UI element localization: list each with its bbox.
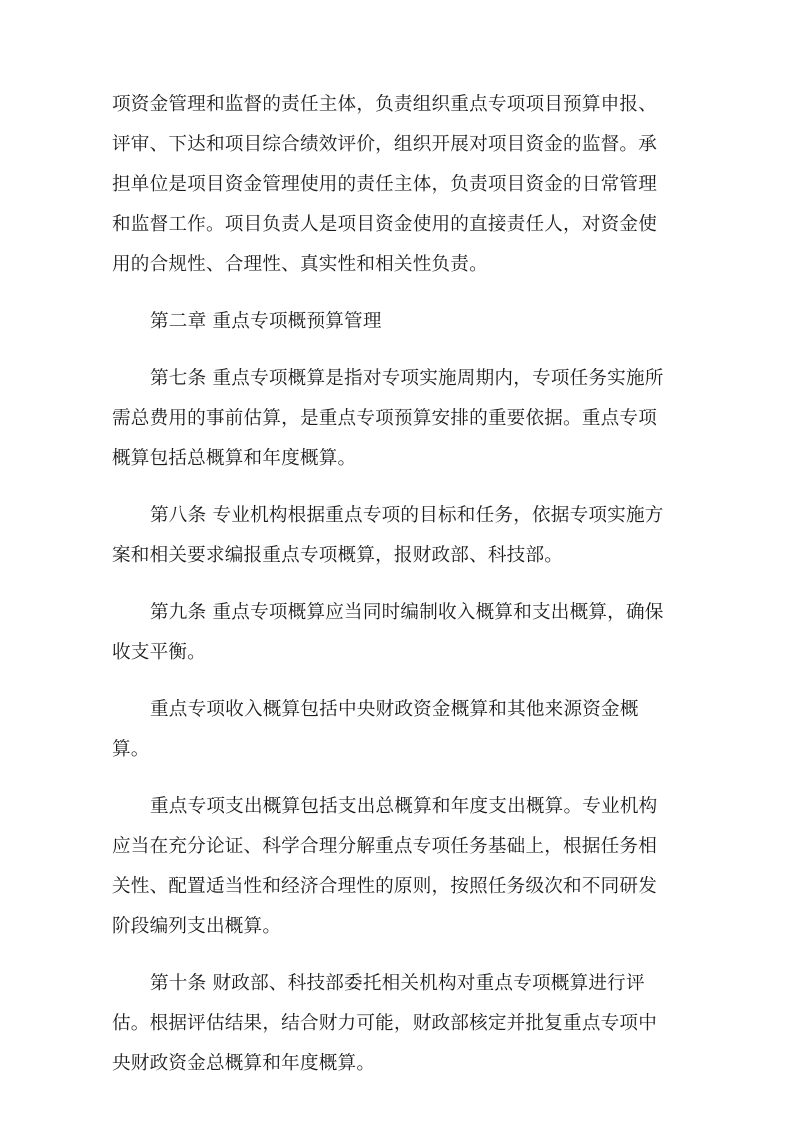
paragraph-gap <box>112 673 702 690</box>
document-page <box>112 85 702 1084</box>
paragraph-gap <box>112 285 702 302</box>
chapter-heading <box>112 302 702 342</box>
paragraph-gap <box>112 947 702 964</box>
text-line: 第八条 专业机构根据重点专项的目标和任务，依据专项实施方 <box>150 505 664 526</box>
text-line: 应当在充分论证、科学合理分解重点专项任务基础上，根据任务相 <box>112 836 658 857</box>
text-line: 项资金管理和监督的责任主体，负责组织重点专项项目预算申报、 <box>112 94 658 115</box>
text-line: 用的合规性、合理性、真实性和相关性负责。 <box>112 254 488 275</box>
chapter-title: 第二章 重点专项概预算管理 <box>150 311 382 332</box>
text-line: 需总费用的事前估算，是重点专项预算安排的重要依据。重点专项 <box>112 408 658 429</box>
paragraph-expenditure-estimate <box>112 787 702 947</box>
paragraph-gap <box>112 342 702 359</box>
paragraph-gap <box>112 770 702 787</box>
text-line: 评审、下达和项目综合绩效评价，组织开展对项目资金的监督。承 <box>112 134 658 155</box>
text-line: 第九条 重点专项概算应当同时编制收入概算和支出概算，确保 <box>150 602 664 623</box>
article-7 <box>112 359 702 479</box>
text-line: 收支平衡。 <box>112 642 206 663</box>
text-line: 和监督工作。项目负责人是项目资金使用的直接责任人，对资金使 <box>112 214 658 235</box>
text-line: 第七条 重点专项概算是指对专项实施周期内，专项任务实施所 <box>150 368 664 389</box>
text-line: 算。 <box>112 739 150 760</box>
article-9 <box>112 593 702 673</box>
text-line: 第十条 财政部、科技部委托相关机构对重点专项概算进行评 <box>150 973 645 994</box>
paragraph-gap <box>112 479 702 496</box>
text-line: 重点专项支出概算包括支出总概算和年度支出概算。专业机构 <box>150 796 658 817</box>
paragraph-gap <box>112 576 702 593</box>
text-line: 阶段编列支出概算。 <box>112 916 282 937</box>
paragraph-responsibility-continuation <box>112 85 702 285</box>
article-10 <box>112 964 702 1084</box>
text-line: 案和相关要求编报重点专项概算，报财政部、科技部。 <box>112 545 564 566</box>
text-line: 估。根据评估结果，结合财力可能，财政部核定并批复重点专项中 <box>112 1013 658 1034</box>
text-line: 央财政资金总概算和年度概算。 <box>112 1053 376 1074</box>
text-line: 担单位是项目资金管理使用的责任主体，负责项目资金的日常管理 <box>112 174 658 195</box>
paragraph-income-estimate <box>112 690 702 770</box>
text-line: 概算包括总概算和年度概算。 <box>112 448 357 469</box>
text-line: 关性、配置适当性和经济合理性的原则，按照任务级次和不同研发 <box>112 876 658 897</box>
text-line: 重点专项收入概算包括中央财政资金概算和其他来源资金概 <box>150 699 639 720</box>
article-8 <box>112 496 702 576</box>
